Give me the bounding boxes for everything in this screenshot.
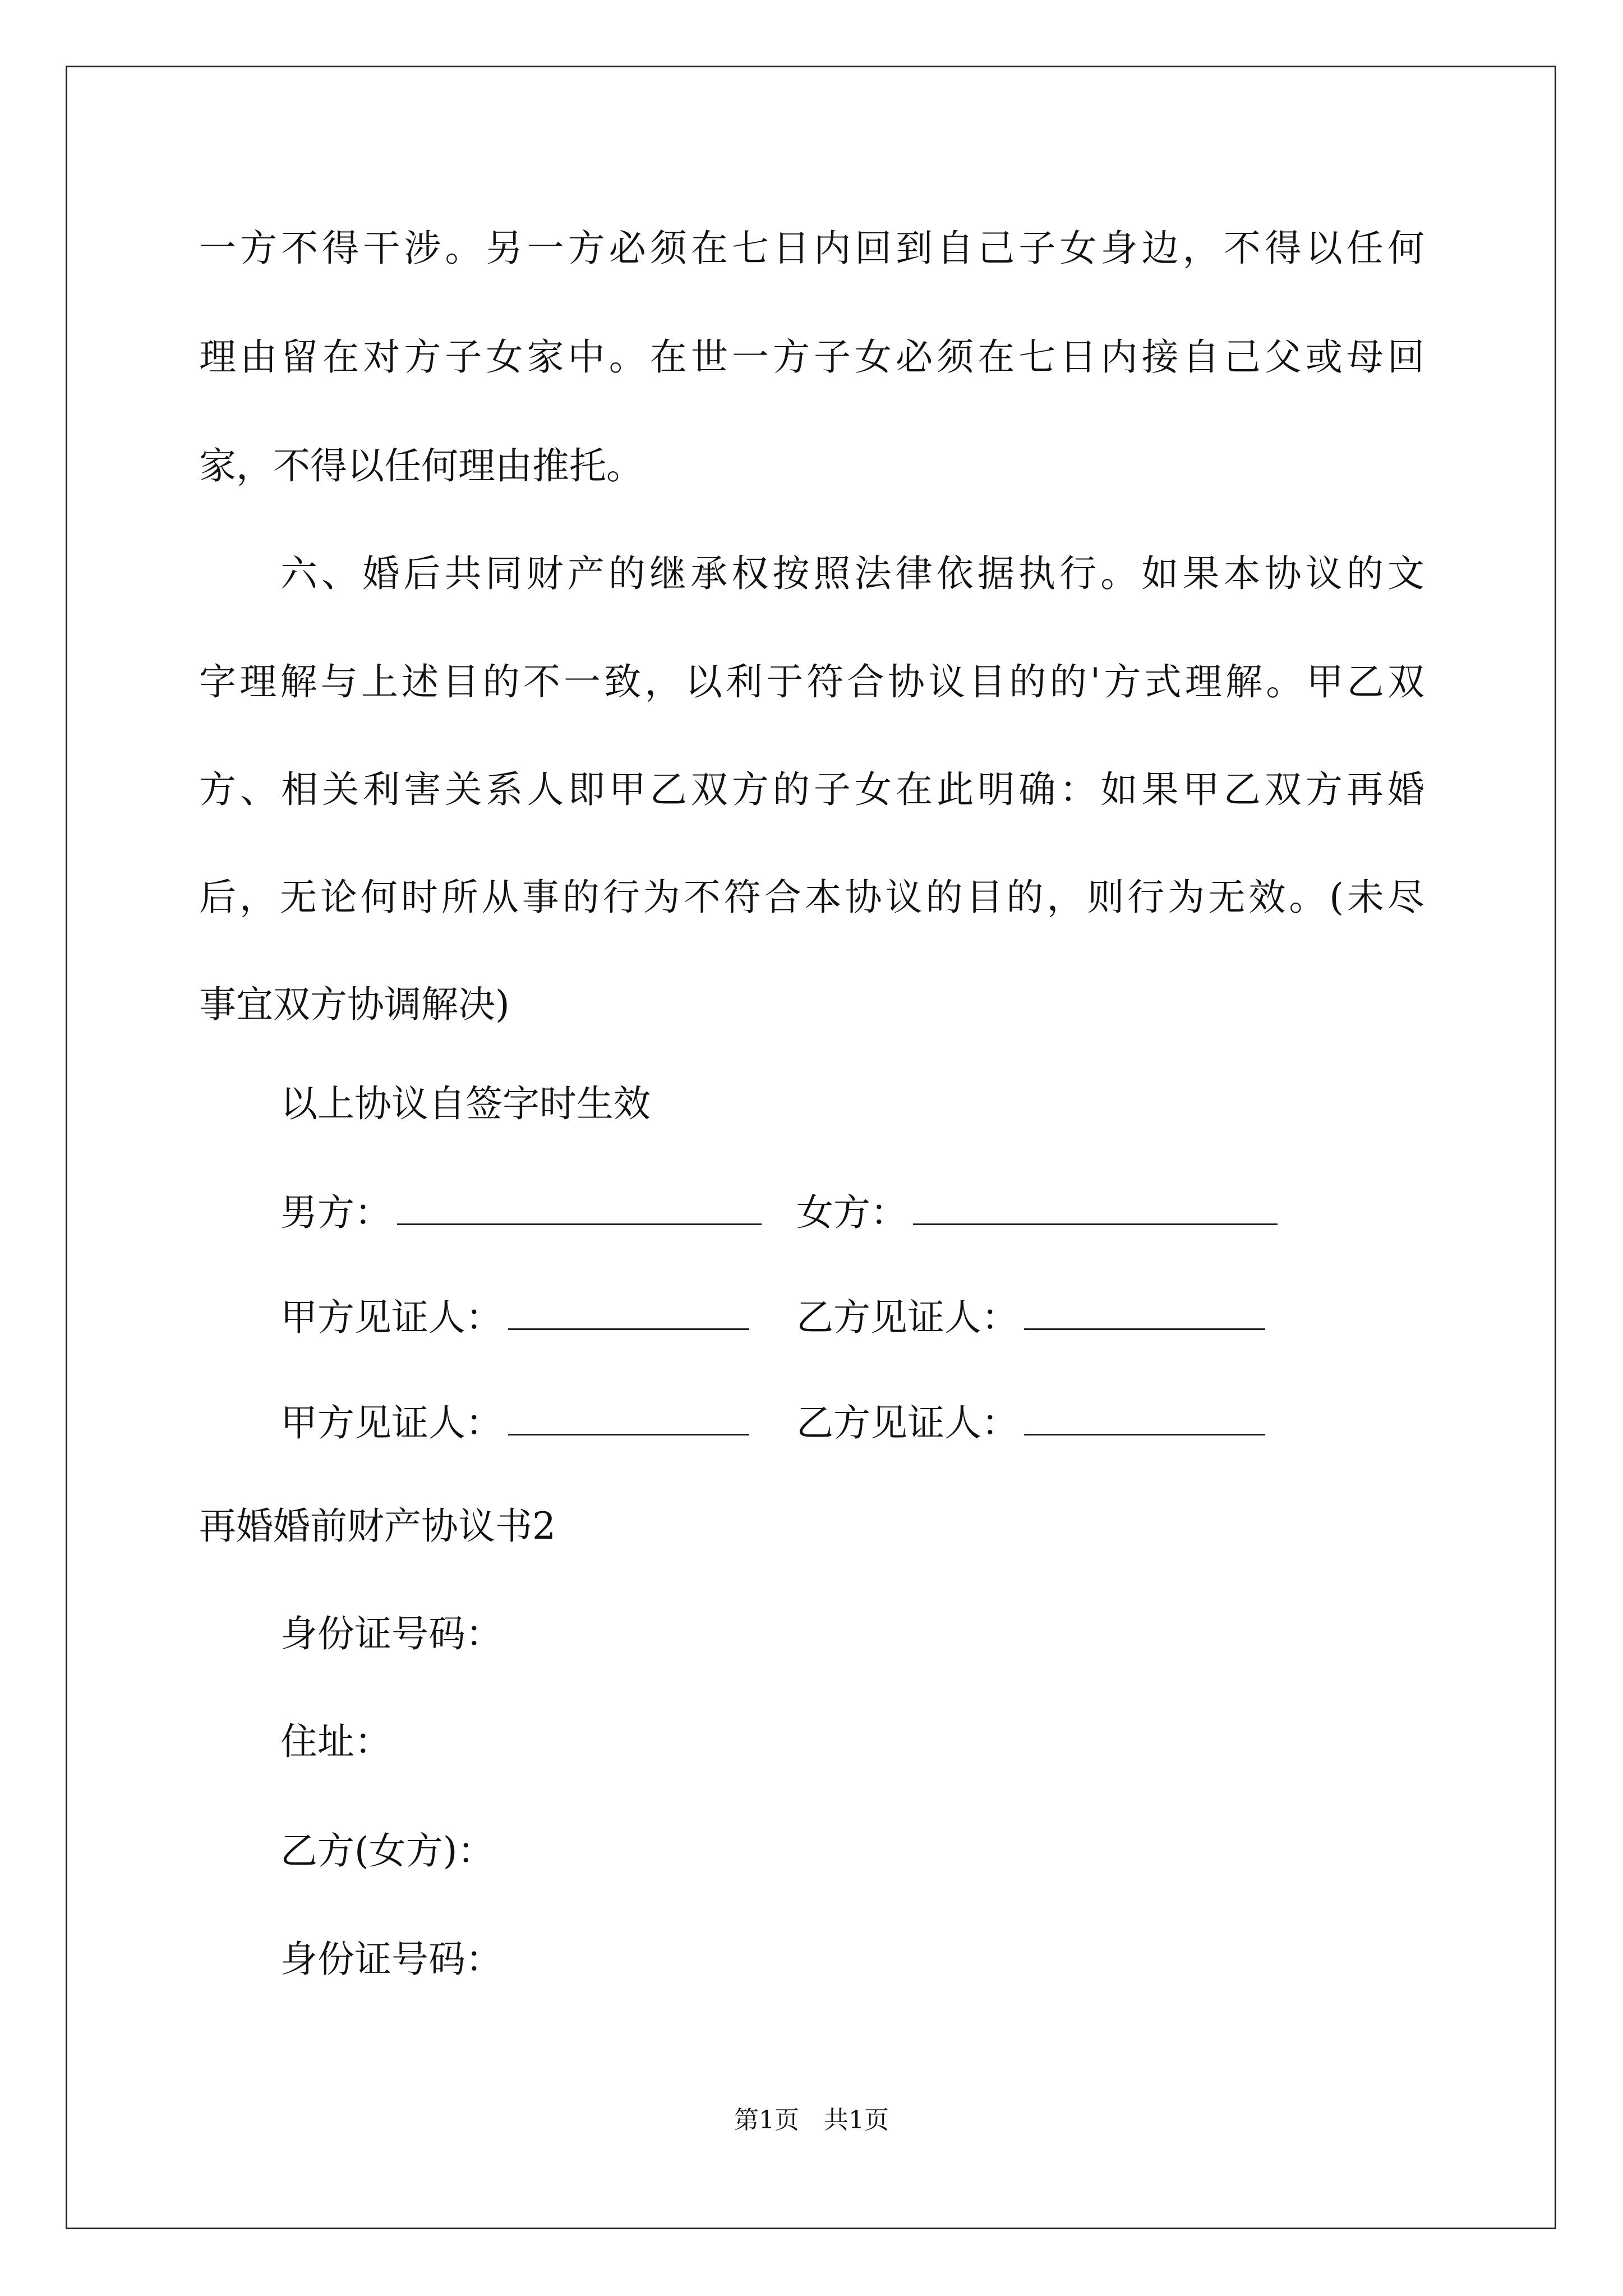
- female-signature-line: [913, 1192, 1278, 1225]
- female-label: 女方：: [796, 1191, 907, 1235]
- paragraph-2-line-4: 后，无论何时所从事的行为不符合本协议的目的，则行为无效。(未尽: [199, 876, 1424, 919]
- witness-b-label: 乙方见证人：: [796, 1296, 1018, 1340]
- page-border: [66, 66, 1556, 2229]
- witness-a-signature: [280, 1296, 749, 1340]
- paragraph-2-line-2: 字理解与上述目的不一致，以利于符合协议目的的'方式理解。甲乙双: [199, 660, 1424, 703]
- witness-a-signature-line-2: [508, 1402, 749, 1435]
- paragraph-1-line-3: 家，不得以任何理由推托。: [199, 444, 643, 487]
- witness-b-signature-line-2: [1024, 1402, 1265, 1435]
- field-id-number: 身份证号码：: [280, 1612, 502, 1655]
- page-number-footer: 第1页 共1页: [734, 2106, 889, 2134]
- witness-b-signature: [796, 1296, 1265, 1340]
- witness-b-label-2: 乙方见证人：: [796, 1401, 1018, 1445]
- paragraph-1-line-2: 理由留在对方子女家中。在世一方子女必须在七日内接自己父或母回: [199, 335, 1424, 379]
- witness-a-signature-2: [280, 1401, 749, 1445]
- witness-a-signature-line: [508, 1297, 749, 1330]
- field-id-number-2: 身份证号码：: [280, 1938, 502, 1981]
- male-signature: [280, 1191, 762, 1235]
- witness-b-signature-line: [1024, 1297, 1265, 1330]
- field-address: 住址：: [280, 1720, 391, 1763]
- effective-clause: 以上协议自签字时生效: [280, 1082, 651, 1125]
- witness-a-label-2: 甲方见证人：: [280, 1401, 502, 1445]
- witness-b-signature-2: [796, 1401, 1265, 1445]
- paragraph-2-line-3: 方、相关利害关系人即甲乙双方的子女在此明确：如果甲乙双方再婚: [199, 768, 1424, 811]
- witness-a-label: 甲方见证人：: [280, 1296, 502, 1340]
- paragraph-2-line-5: 事宜双方协调解决): [199, 983, 510, 1026]
- male-signature-line: [397, 1192, 762, 1225]
- paragraph-1-line-1: 一方不得干涉。另一方必须在七日内回到自己子女身边，不得以任何: [199, 227, 1424, 270]
- section-2-title: 再婚婚前财产协议书2: [199, 1504, 556, 1548]
- female-signature: [796, 1191, 1278, 1235]
- male-label: 男方：: [280, 1191, 391, 1235]
- field-party-b-female: 乙方(女方)：: [280, 1829, 495, 1872]
- paragraph-2-line-1: 六、婚后共同财产的继承权按照法律依据执行。如果本协议的文: [280, 552, 1424, 595]
